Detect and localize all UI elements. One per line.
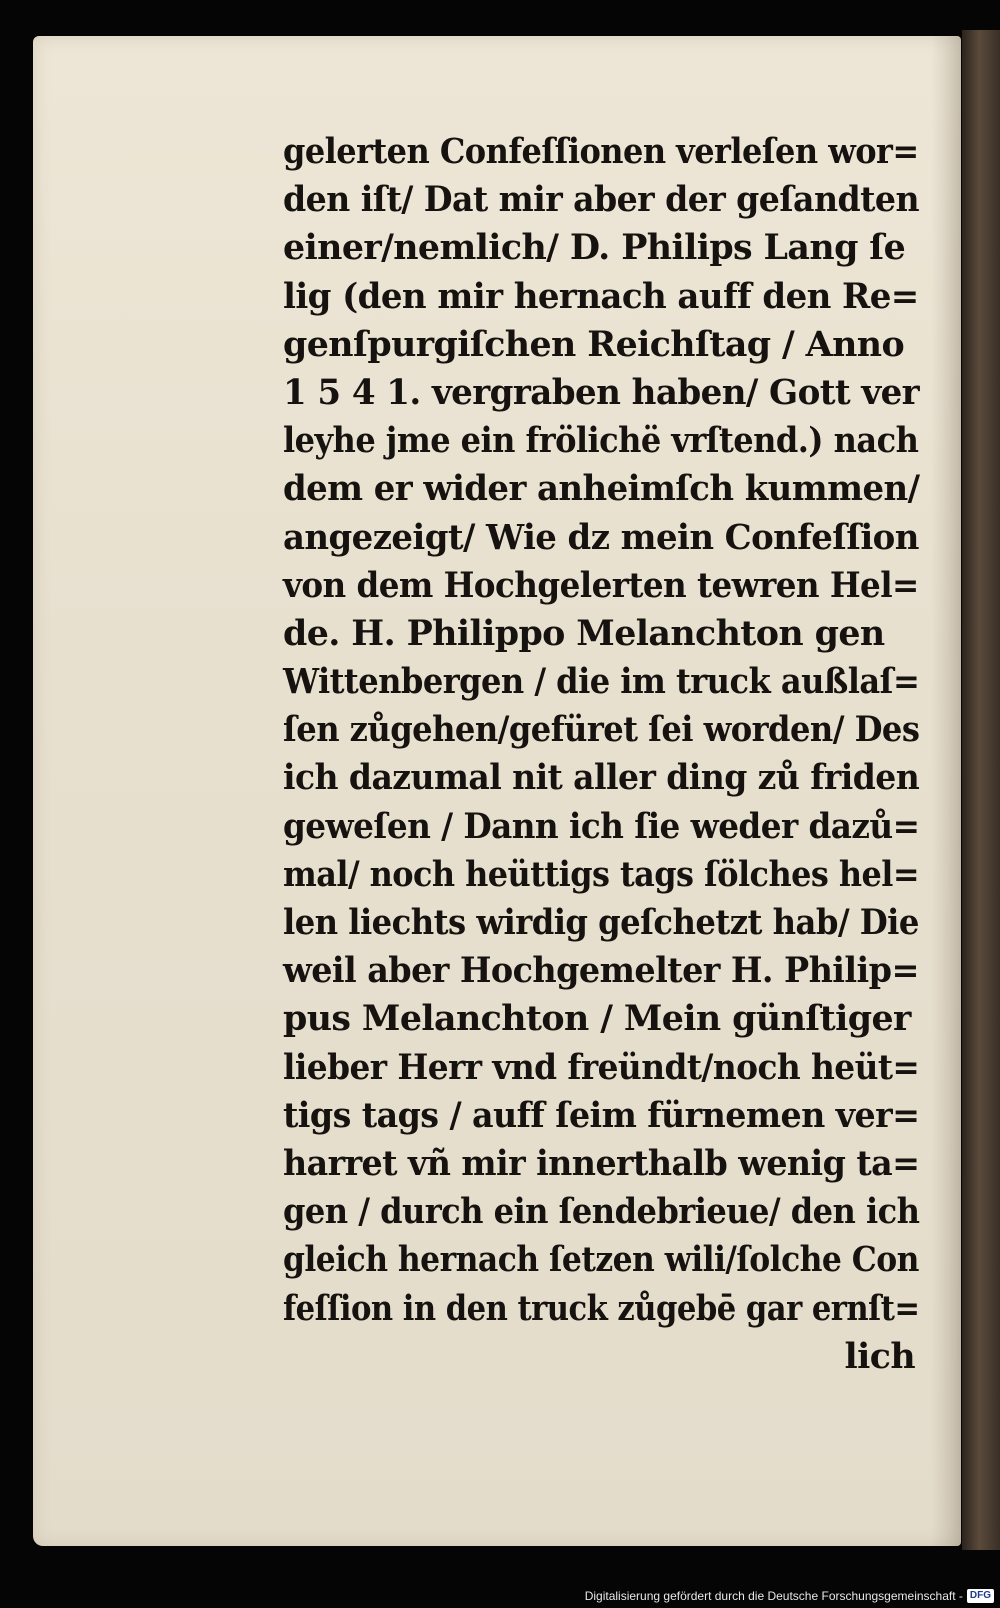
- text-line: de. H. Philippo Melanchton gen: [283, 612, 885, 654]
- text-line: tigs tags / auff ſeim fürnemen ver=: [283, 1094, 920, 1136]
- text-line: lieber Herr vnd freündt/noch heüt=: [283, 1046, 920, 1088]
- text-line: genſpurgiſchen Reichſtag / Anno: [283, 323, 905, 365]
- text-line: mal/ noch heüttigs tags ſölches hel=: [283, 853, 920, 895]
- text-line: leyhe jme ein frölichë vrſtend.) nach: [283, 420, 919, 462]
- text-line: gleich hernach ſetzen wili/ſolche Con: [283, 1239, 919, 1281]
- text-line: einer/nemlich/ D. Philips Lang ſe: [283, 227, 906, 269]
- page-gutter-shade: [931, 36, 961, 1546]
- text-line: geweſen / Dann ich ſie weder dazů=: [283, 805, 920, 847]
- text-line: 1 5 4 1. vergraben haben/ Gott ver: [283, 371, 920, 413]
- text-line: den iſt/ Dat mir aber der geſandten: [283, 179, 920, 221]
- text-line: Wittenbergen / die im truck außlaſ=: [283, 661, 920, 703]
- credit-text: Digitalisierung gefördert durch die Deutsche Forschungsgemeinschaft -: [584, 1589, 963, 1603]
- text-line: weil aber Hochgemelter H. Philip=: [283, 950, 919, 992]
- text-line: feſſion in den truck zůgebē gar ernſt=: [283, 1287, 920, 1329]
- text-line: gelerten Confeſſionen verleſen wor=: [283, 131, 919, 172]
- digitization-credit: [585, 1586, 994, 1606]
- dfg-logo-icon: DFG: [967, 1589, 994, 1603]
- text-line: ſen zůgehen/gefüret ſei worden/ Des: [283, 709, 920, 751]
- text-line: lig (den mir hernach auff den Re=: [283, 275, 919, 317]
- text-line: ich dazumal nit aller ding zů friden: [283, 757, 920, 799]
- book-edge: [962, 30, 1000, 1550]
- text-line: gen / durch ein ſendebrieue/ den ich: [283, 1191, 920, 1233]
- text-line: angezeigt/ Wie dz mein Confeſſion: [283, 516, 919, 558]
- page-text: [283, 128, 923, 1381]
- text-line: len liechts wirdig geſchetzt hab/ Die: [283, 902, 919, 943]
- text-line: dem er wider anheimſch kummen/: [283, 468, 920, 510]
- text-line: harret vñ mir innerthalb wenig ta=: [283, 1142, 920, 1184]
- text-line: pus Melanchton / Mein günſtiger: [283, 998, 911, 1040]
- text-line: von dem Hochgelerten tewren Hel=: [283, 564, 919, 606]
- catchword: lich: [844, 1335, 916, 1377]
